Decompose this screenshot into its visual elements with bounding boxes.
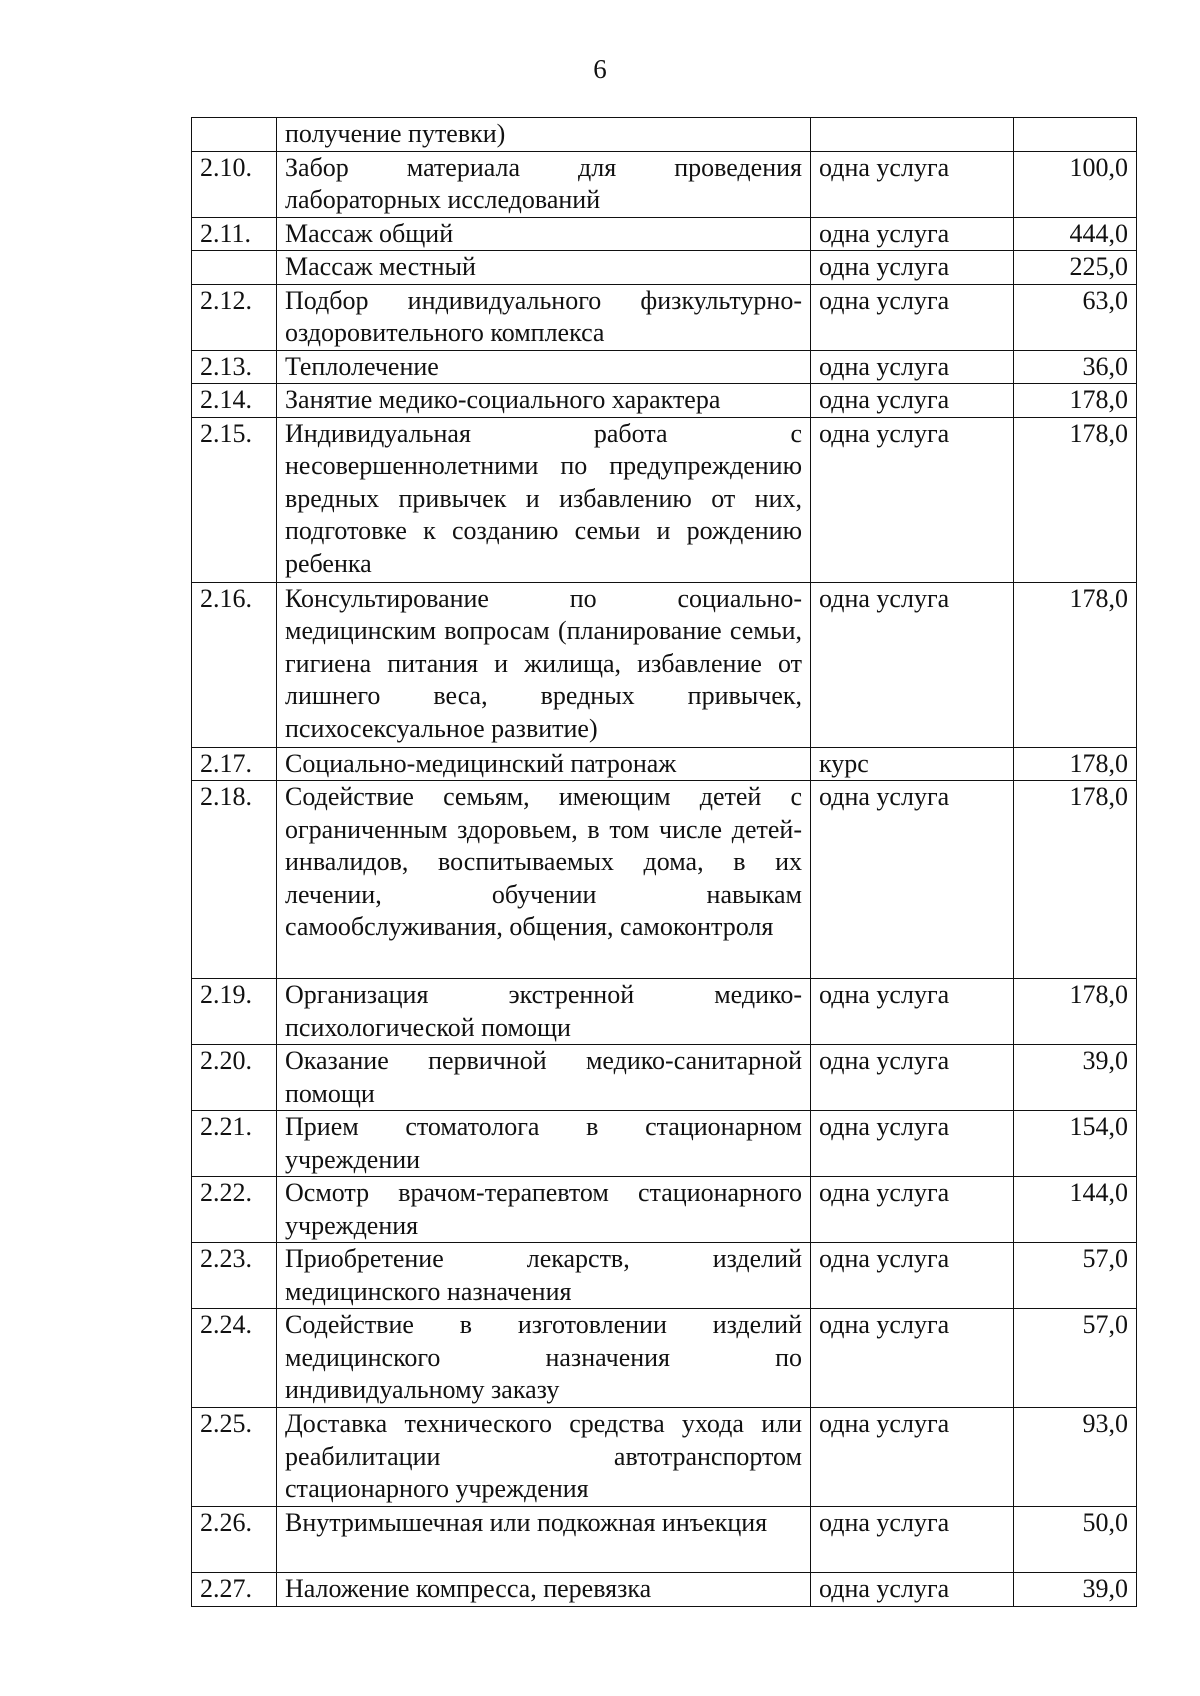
page-number: 6 bbox=[593, 54, 607, 84]
row-number-cell: 2.11. bbox=[192, 217, 277, 251]
service-name-cell: Массаж общий bbox=[277, 217, 811, 251]
row-number-cell: 2.13. bbox=[192, 350, 277, 384]
row-number-cell: 2.26. bbox=[192, 1507, 277, 1573]
price-cell: 57,0 bbox=[1014, 1243, 1137, 1309]
unit-cell: одна услуга bbox=[811, 1045, 1014, 1111]
row-number-cell: 2.14. bbox=[192, 384, 277, 418]
unit-cell: одна услуга bbox=[811, 582, 1014, 747]
table-row bbox=[192, 1177, 1137, 1243]
unit-cell: одна услуга bbox=[811, 217, 1014, 251]
service-name-cell: Организация экстренной медико-психологической помощи bbox=[277, 979, 811, 1045]
price-cell: 444,0 bbox=[1014, 217, 1137, 251]
table-row bbox=[192, 1243, 1137, 1309]
row-number-cell: 2.24. bbox=[192, 1309, 277, 1408]
price-cell: 39,0 bbox=[1014, 1045, 1137, 1111]
service-name-cell: Социально-медицинский патронаж bbox=[277, 747, 811, 781]
price-cell: 154,0 bbox=[1014, 1111, 1137, 1177]
table-row bbox=[192, 781, 1137, 979]
service-name-cell: получение путевки) bbox=[277, 118, 811, 152]
price-cell: 178,0 bbox=[1014, 384, 1137, 418]
table-row bbox=[192, 1573, 1137, 1607]
price-cell: 178,0 bbox=[1014, 747, 1137, 781]
service-name-cell: Содействие семьям, имеющим детей с ограниченным здоровьем, в том числе детей-инвалидов, воспитываемых дома, в их лечении, обучении навыкам самообслуживания, общения, самоконтроля bbox=[277, 781, 811, 979]
price-cell: 39,0 bbox=[1014, 1573, 1137, 1607]
row-number-cell bbox=[192, 118, 277, 152]
table-row bbox=[192, 251, 1137, 285]
unit-cell: одна услуга bbox=[811, 1309, 1014, 1408]
unit-cell: одна услуга bbox=[811, 284, 1014, 350]
service-name-cell: Забор материала для проведения лабораторных исследований bbox=[277, 151, 811, 217]
row-number-cell: 2.19. bbox=[192, 979, 277, 1045]
row-number-cell: 2.17. bbox=[192, 747, 277, 781]
unit-cell: одна услуга bbox=[811, 1573, 1014, 1607]
unit-cell: одна услуга bbox=[811, 1408, 1014, 1507]
unit-cell bbox=[811, 118, 1014, 152]
row-number-cell: 2.21. bbox=[192, 1111, 277, 1177]
table-row bbox=[192, 747, 1137, 781]
unit-cell: одна услуга bbox=[811, 1243, 1014, 1309]
table-row bbox=[192, 582, 1137, 747]
price-cell: 63,0 bbox=[1014, 284, 1137, 350]
price-cell: 57,0 bbox=[1014, 1309, 1137, 1408]
row-number-cell: 2.27. bbox=[192, 1573, 277, 1607]
unit-cell: курс bbox=[811, 747, 1014, 781]
price-cell: 144,0 bbox=[1014, 1177, 1137, 1243]
unit-cell: одна услуга bbox=[811, 1507, 1014, 1573]
service-name-cell: Внутримышечная или подкожная инъекция bbox=[277, 1507, 811, 1573]
service-name-cell: Теплолечение bbox=[277, 350, 811, 384]
service-name-cell: Оказание первичной медико-санитарной помощи bbox=[277, 1045, 811, 1111]
unit-cell: одна услуга bbox=[811, 350, 1014, 384]
table-row bbox=[192, 118, 1137, 152]
unit-cell: одна услуга bbox=[811, 979, 1014, 1045]
price-cell: 36,0 bbox=[1014, 350, 1137, 384]
table-row bbox=[192, 979, 1137, 1045]
price-cell: 50,0 bbox=[1014, 1507, 1137, 1573]
service-name-cell: Подбор индивидуального физкультурно-оздоровительного комплекса bbox=[277, 284, 811, 350]
table-row bbox=[192, 217, 1137, 251]
row-number-cell: 2.22. bbox=[192, 1177, 277, 1243]
unit-cell: одна услуга bbox=[811, 384, 1014, 418]
price-cell: 178,0 bbox=[1014, 979, 1137, 1045]
table-row bbox=[192, 1111, 1137, 1177]
price-cell: 178,0 bbox=[1014, 582, 1137, 747]
service-name-cell: Приобретение лекарств, изделий медицинского назначения bbox=[277, 1243, 811, 1309]
price-cell: 178,0 bbox=[1014, 781, 1137, 979]
service-name-cell: Массаж местный bbox=[277, 251, 811, 285]
price-cell: 93,0 bbox=[1014, 1408, 1137, 1507]
table-row bbox=[192, 151, 1137, 217]
table-row bbox=[192, 284, 1137, 350]
table-row bbox=[192, 1408, 1137, 1507]
unit-cell: одна услуга bbox=[811, 1111, 1014, 1177]
price-cell bbox=[1014, 118, 1137, 152]
unit-cell: одна услуга bbox=[811, 781, 1014, 979]
unit-cell: одна услуга bbox=[811, 417, 1014, 582]
table-row bbox=[192, 1309, 1137, 1408]
row-number-cell: 2.12. bbox=[192, 284, 277, 350]
service-name-cell: Консультирование по социально-медицинским вопросам (планирование семьи, гигиена питания и жилища, избавление от лишнего веса, вредных привычек, психосексуальное развитие) bbox=[277, 582, 811, 747]
row-number-cell: 2.18. bbox=[192, 781, 277, 979]
service-name-cell: Осмотр врачом-терапевтом стационарного учреждения bbox=[277, 1177, 811, 1243]
service-name-cell: Наложение компресса, перевязка bbox=[277, 1573, 811, 1607]
table-row bbox=[192, 350, 1137, 384]
service-name-cell: Занятие медико-социального характера bbox=[277, 384, 811, 418]
row-number-cell bbox=[192, 251, 277, 285]
row-number-cell: 2.16. bbox=[192, 582, 277, 747]
price-cell: 225,0 bbox=[1014, 251, 1137, 285]
service-name-cell: Прием стоматолога в стационарном учреждении bbox=[277, 1111, 811, 1177]
table-row bbox=[192, 384, 1137, 418]
price-cell: 100,0 bbox=[1014, 151, 1137, 217]
table-row bbox=[192, 1507, 1137, 1573]
row-number-cell: 2.15. bbox=[192, 417, 277, 582]
unit-cell: одна услуга bbox=[811, 151, 1014, 217]
row-number-cell: 2.23. bbox=[192, 1243, 277, 1309]
table-row bbox=[192, 1045, 1137, 1111]
row-number-cell: 2.10. bbox=[192, 151, 277, 217]
service-name-cell: Содействие в изготовлении изделий медицинского назначения по индивидуальному заказу bbox=[277, 1309, 811, 1408]
table-row bbox=[192, 417, 1137, 582]
service-name-cell: Доставка технического средства ухода или реабилитации автотранспортом стационарного учреждения bbox=[277, 1408, 811, 1507]
service-name-cell: Индивидуальная работа с несовершеннолетними по предупреждению вредных привычек и избавлению от них, подготовке к созданию семьи и рождению ребенка bbox=[277, 417, 811, 582]
row-number-cell: 2.20. bbox=[192, 1045, 277, 1111]
unit-cell: одна услуга bbox=[811, 251, 1014, 285]
price-cell: 178,0 bbox=[1014, 417, 1137, 582]
services-price-table bbox=[191, 117, 1137, 1607]
row-number-cell: 2.25. bbox=[192, 1408, 277, 1507]
unit-cell: одна услуга bbox=[811, 1177, 1014, 1243]
